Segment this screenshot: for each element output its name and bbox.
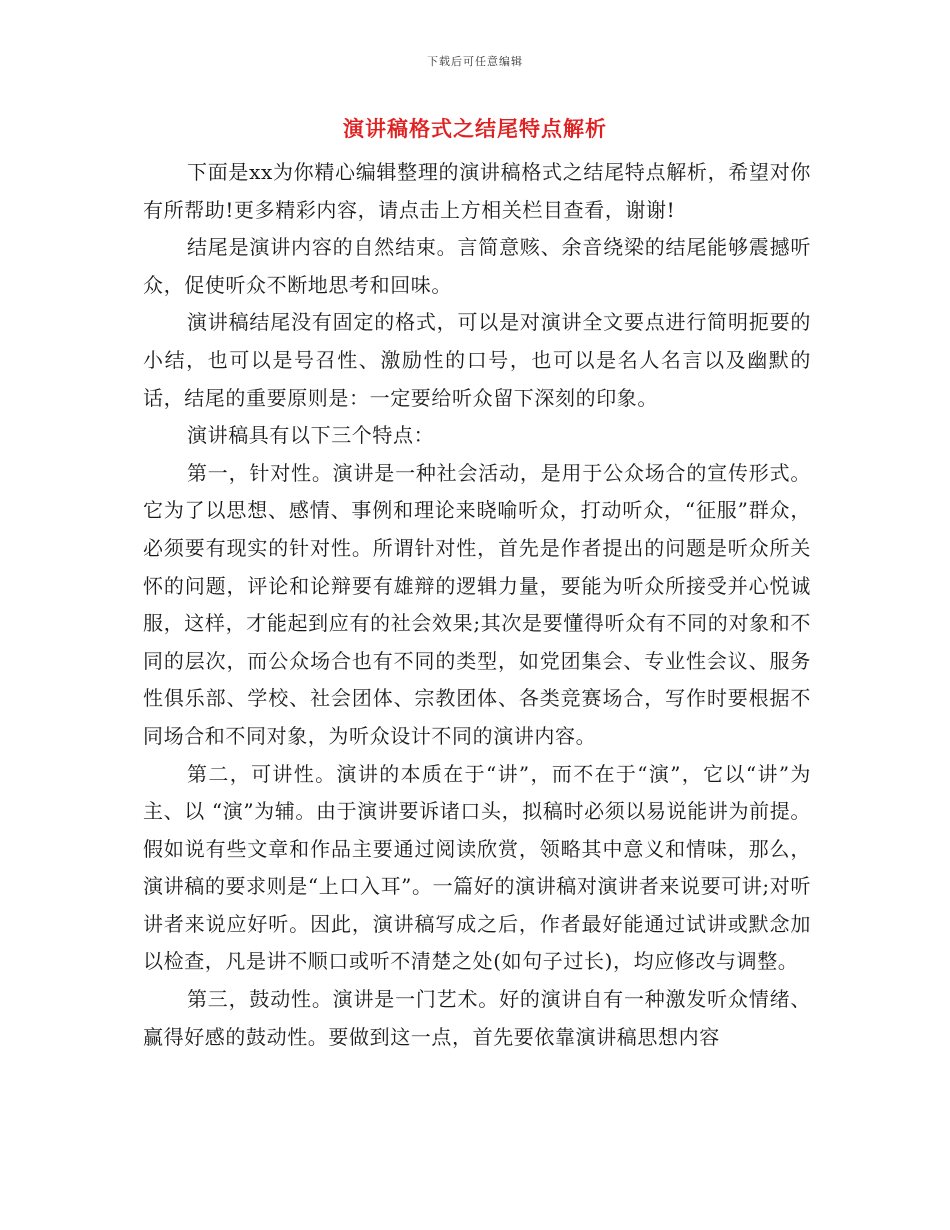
document-title: 演讲稿格式之结尾特点解析	[343, 116, 607, 141]
paragraph-intro: 下面是xx为你精心编辑整理的演讲稿格式之结尾特点解析，希望对你有所帮助!更多精彩内容，请点击上方相关栏目查看，谢谢!	[143, 160, 811, 222]
document-body	[143, 154, 811, 1056]
paragraph-ending-definition: 结尾是演讲内容的自然结束。言简意赅、余音绕梁的结尾能够震撼听众，促使听众不断地思考和回味。	[143, 235, 811, 297]
paragraph-ending-format: 演讲稿结尾没有固定的格式，可以是对演讲全文要点进行简明扼要的小结，也可以是号召性、激励性的口号，也可以是名人名言以及幽默的话，结尾的重要原则是：一定要给听众留下深刻的印象。	[143, 310, 811, 410]
paragraph-features-heading: 演讲稿具有以下三个特点：	[187, 423, 435, 448]
header-note: 下载后可任意编辑	[427, 55, 523, 68]
paragraph-feature-1: 第一，针对性。演讲是一种社会活动，是用于公众场合的宣传形式。它为了以思想、感情、事例和理论来晓喻听众，打动听众，“征服”群众，必须要有现实的针对性。所谓针对性，首先是作者提出的问题是听众所关怀的问题，评论和论辩要有雄辩的逻辑力量，要能为听众所接受并心悦诚服，这样，才能起到应有的社会效果;其次是要懂得听众有不同的对象和不同的层次，而公众场合也有不同的类型，如党团集会、专业性会议、服务性俱乐部、学校、社会团体、宗教团体、各类竞赛场合，写作时要根据不同场合和不同对象，为听众设计不同的演讲内容。	[143, 460, 811, 748]
paragraph-feature-2: 第二，可讲性。演讲的本质在于“讲”，而不在于“演”，它以“讲”为主、以 “演”为辅。由于演讲要诉诸口头，拟稿时必须以易说能讲为前提。假如说有些文章和作品主要通过阅读欣赏，领略其中意义和情味，那么，演讲稿的要求则是“上口入耳”。一篇好的演讲稿对演讲者来说要可讲;对听讲者来说应好听。因此，演讲稿写成之后，作者最好能通过试讲或默念加以检查，凡是讲不顺口或听不清楚之处(如句子过长)，均应修改与调整。	[143, 761, 812, 974]
paragraph-feature-3: 第三，鼓动性。演讲是一门艺术。好的演讲自有一种激发听众情绪、赢得好感的鼓动性。要做到这一点，首先要依靠演讲稿思想内容	[143, 987, 811, 1049]
